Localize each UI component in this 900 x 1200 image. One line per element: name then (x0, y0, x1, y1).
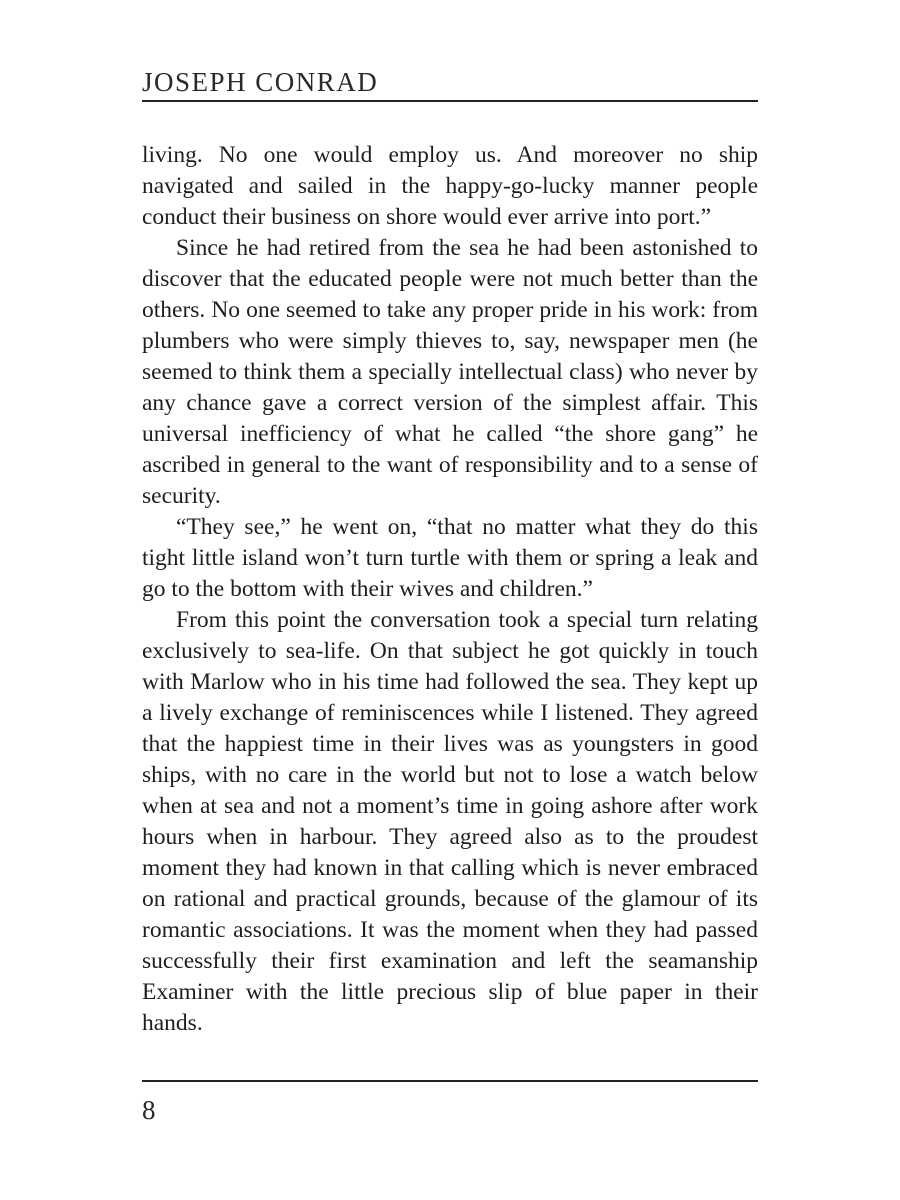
paragraph-3: “They see,” he went on, “that no matter what they do this tight little island won’t turn turtle with them or spring a leak and go to the bottom with their wives and children.” (142, 514, 758, 602)
body-text (142, 140, 758, 1039)
running-head-author: JOSEPH CONRAD (142, 67, 379, 97)
footer-rule (142, 1080, 758, 1082)
paragraph-2: Since he had retired from the sea he had been astonished to discover that the educated people were not much better than the others. No one seemed to take any proper pride in his work: from plumbers who were simply thieves to, say, newspaper men (he seemed to think them a specially intellectual class) who never by any chance gave a correct version of the simplest affair. This universal inefficiency of what he called “the shore gang” he ascribed in general to the want of responsibility and to a sense of security. (142, 235, 758, 509)
page-number: 8 (142, 1095, 156, 1125)
paragraph-1: living. No one would employ us. And moreover no ship navigated and sailed in the happy-go-lucky manner people conduct their business on shore would ever arrive into port.” (142, 142, 758, 230)
paragraph-4: From this point the conversation took a special turn relating exclusively to sea-life. On that subject he got quickly in touch with Marlow who in his time had followed the sea. They kept up a lively exchange of reminiscences while I listened. They agreed that the happiest time in their lives was as youngsters in good ships, with no care in the world but not to lose a watch below when at sea and not a moment’s time in going ashore after work hours when in harbour. They agreed also as to the proudest moment they had known in that calling which is never embraced on rational and practical grounds, because of the glamour of its romantic associations. It was the moment when they had passed successfully their first examination and left the seamanship Examiner with the little precious slip of blue paper in their hands. (142, 607, 758, 1036)
header-rule (142, 100, 758, 102)
